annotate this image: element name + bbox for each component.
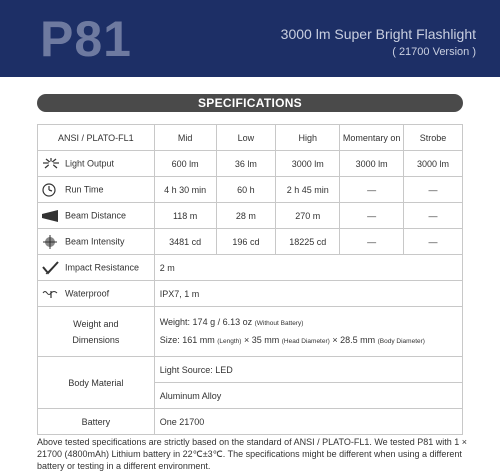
specifications-table bbox=[37, 124, 463, 435]
row-label: Beam Distance bbox=[65, 209, 127, 220]
row-label: Dimensions bbox=[72, 334, 120, 345]
specifications-heading: SPECIFICATIONS bbox=[37, 94, 463, 112]
table-cell: 3000 lm bbox=[404, 151, 463, 177]
table-cell: — bbox=[404, 177, 463, 203]
table-row bbox=[38, 281, 463, 307]
table-cell: Aluminum Alloy bbox=[154, 383, 462, 409]
table-cell: — bbox=[404, 229, 463, 255]
table-cell: 36 lm bbox=[216, 151, 276, 177]
table-cell: 60 h bbox=[216, 177, 276, 203]
light-output-icon bbox=[41, 157, 61, 171]
table-cell: — bbox=[340, 229, 404, 255]
tagline: 3000 lm Super Bright Flashlight bbox=[280, 26, 476, 42]
table-cell: — bbox=[404, 203, 463, 229]
table-cell: 28 m bbox=[216, 203, 276, 229]
impact-icon bbox=[41, 261, 61, 275]
beam-distance-icon bbox=[41, 209, 61, 223]
table-cell: 2 h 45 min bbox=[276, 177, 340, 203]
column-header: High bbox=[276, 125, 340, 151]
table-row bbox=[38, 203, 463, 229]
table-cell: — bbox=[340, 177, 404, 203]
brand-title: P81 bbox=[40, 11, 132, 67]
row-label: Beam Intensity bbox=[65, 235, 125, 246]
table-cell: 270 m bbox=[276, 203, 340, 229]
row-label: Battery bbox=[38, 409, 155, 435]
row-label: Weight and bbox=[73, 318, 119, 329]
row-label: Run Time bbox=[65, 183, 104, 194]
row-label: Body Material bbox=[38, 357, 155, 409]
table-cell: 4 h 30 min bbox=[154, 177, 216, 203]
table-cell: 3000 lm bbox=[276, 151, 340, 177]
table-cell: — bbox=[340, 203, 404, 229]
waterproof-icon bbox=[41, 287, 61, 301]
table-row bbox=[38, 151, 463, 177]
table-cell: 600 lm bbox=[154, 151, 216, 177]
table-cell: 118 m bbox=[154, 203, 216, 229]
table-row bbox=[38, 357, 463, 383]
row-label: Waterproof bbox=[65, 287, 110, 298]
header-banner bbox=[0, 0, 500, 77]
table-cell: 196 cd bbox=[216, 229, 276, 255]
table-cell: One 21700 bbox=[154, 409, 462, 435]
table-cell: Light Source: LED bbox=[154, 357, 462, 383]
table-row bbox=[38, 307, 463, 357]
column-header: Momentary on bbox=[340, 125, 404, 151]
table-cell: 18225 cd bbox=[276, 229, 340, 255]
column-header: ANSI / PLATO-FL1 bbox=[38, 125, 155, 151]
table-row bbox=[38, 255, 463, 281]
size-value: Size: 161 mm (Length) × 35 mm (Head Diameter) × 28.5 mm (Body Diameter) bbox=[159, 334, 425, 345]
weight-value: Weight: 174 g / 6.13 oz (Without Battery) bbox=[159, 316, 304, 327]
table-row bbox=[38, 409, 463, 435]
table-cell: IPX7, 1 m bbox=[154, 281, 462, 307]
column-header: Mid bbox=[154, 125, 216, 151]
column-header: Strobe bbox=[404, 125, 463, 151]
column-header: Low bbox=[216, 125, 276, 151]
table-header-row bbox=[38, 125, 463, 151]
row-label: Impact Resistance bbox=[65, 261, 140, 272]
table-cell: 3481 cd bbox=[154, 229, 216, 255]
footnote: Above tested specifications are strictly based on the standard of ANSI / PLATO-FL1. We tested P81 with 1 × 21700 (4800mAh) Lithium battery in 22℃±3℃. The specifications might be different when using a different battery or testing in a different environment. bbox=[37, 437, 467, 471]
table-cell: 2 m bbox=[154, 255, 462, 281]
clock-icon bbox=[41, 183, 61, 197]
row-label: Light Output bbox=[65, 157, 115, 168]
table-cell: 3000 lm bbox=[340, 151, 404, 177]
table-row bbox=[38, 177, 463, 203]
table-row bbox=[38, 229, 463, 255]
version-label: ( 21700 Version ) bbox=[392, 46, 476, 58]
crosshair-icon bbox=[41, 235, 61, 249]
